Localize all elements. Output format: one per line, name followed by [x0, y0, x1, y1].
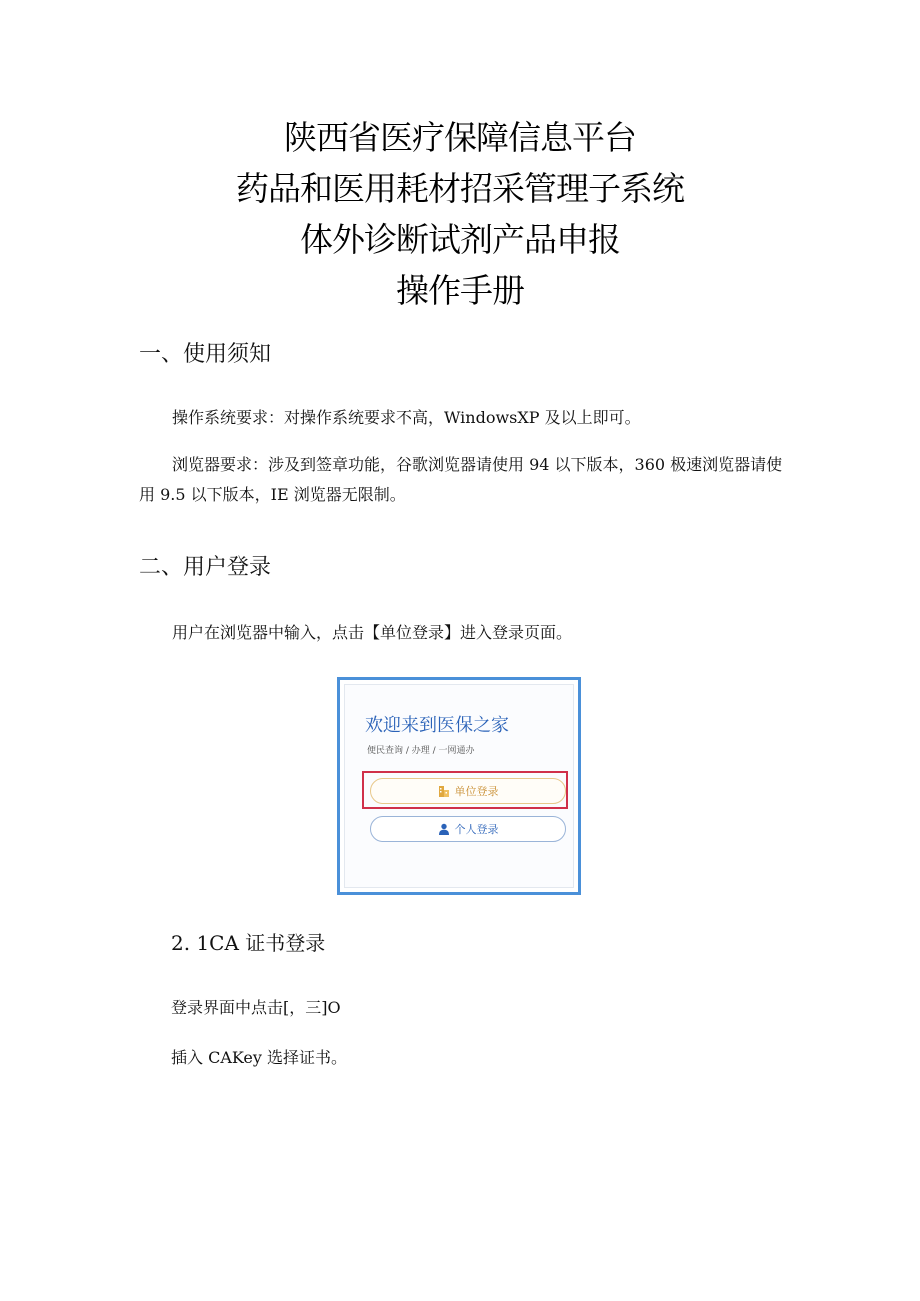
section-heading-user-login: 二、用户登录: [139, 555, 272, 580]
unit-login-label: 单位登录: [454, 785, 499, 798]
person-icon: [438, 823, 450, 835]
person-login-button[interactable]: [370, 816, 566, 842]
welcome-heading: 欢迎来到医保之家: [365, 715, 509, 736]
browser-requirement-text: 浏览器要求：涉及到签章功能，谷歌浏览器请使用 94 以下版本，360 极速浏览器请使用 9.5 以下版本，IE 浏览器无限制。: [139, 455, 783, 504]
subsection-heading-ca-login: 2. 1CA 证书登录: [171, 931, 326, 955]
ca-step-1-text: 登录界面中点击[，三]O: [171, 998, 341, 1017]
title-line-4: 操作手册: [396, 271, 524, 310]
ca-step-2-text: 插入 CAKey 选择证书。: [171, 1048, 348, 1067]
section-heading-usage-notes: 一、使用须知: [139, 342, 272, 367]
os-requirement-text: 操作系统要求：对操作系统要求不高，WindowsXP 及以上即可。: [172, 408, 641, 427]
title-line-1: 陕西省医疗保障信息平台: [284, 118, 636, 157]
login-intro-text: 用户在浏览器中输入，点击【单位登录】进入登录页面。: [172, 623, 573, 642]
welcome-subline: 便民查询 / 办理 / 一网通办: [367, 746, 475, 756]
login-screenshot: [337, 677, 581, 895]
document-title: [0, 112, 920, 316]
person-login-label: 个人登录: [454, 823, 499, 836]
title-line-3: 体外诊断试剂产品申报: [300, 220, 620, 259]
title-line-2: 药品和医用耗材招采管理子系统: [236, 169, 684, 208]
login-panel: [344, 684, 574, 888]
building-icon: [438, 785, 450, 797]
unit-login-button[interactable]: [370, 778, 566, 804]
